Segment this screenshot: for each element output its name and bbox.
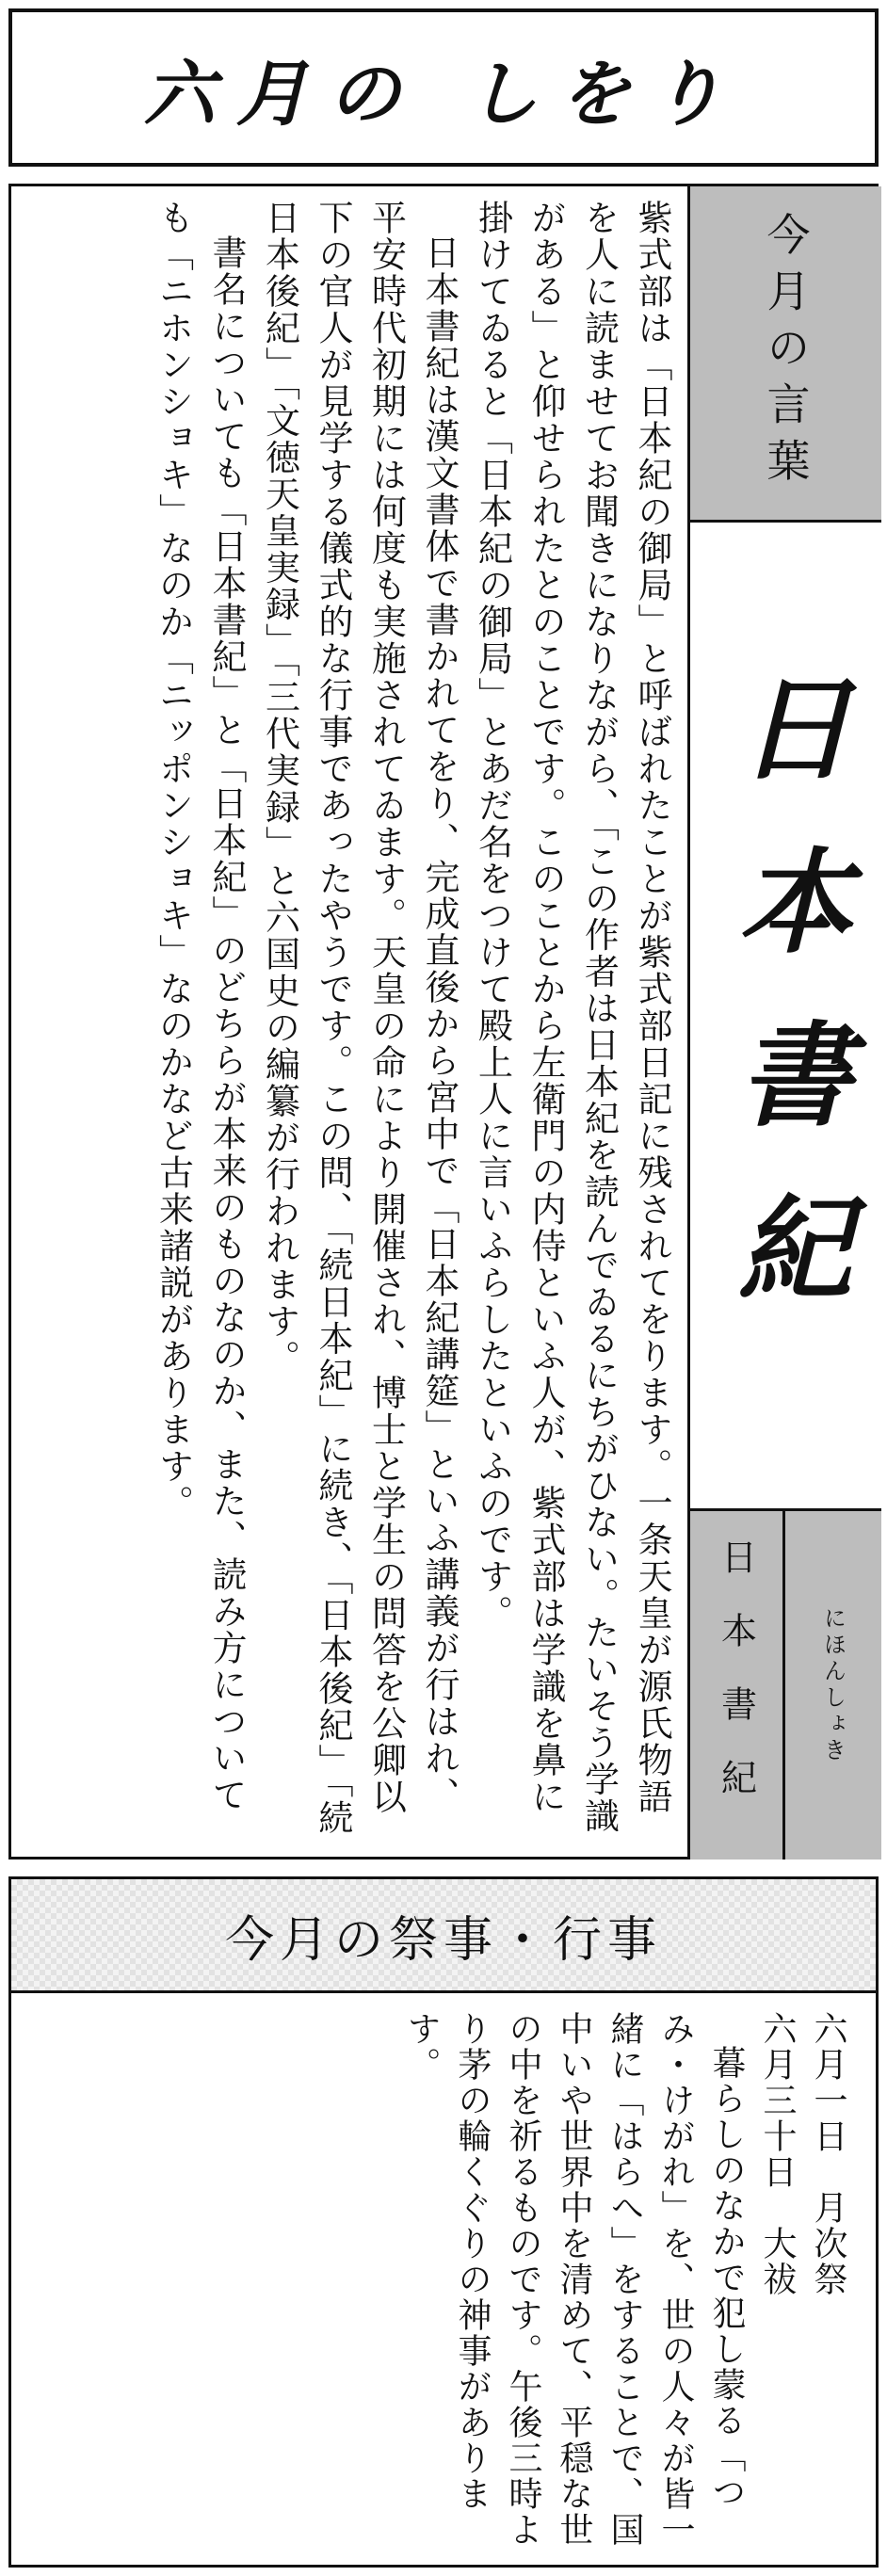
- featured-word: 日本書紀: [719, 668, 853, 1362]
- event-item-1: 六月一日 月次祭: [809, 2011, 847, 2297]
- section-label-cell: [690, 186, 881, 523]
- article-paragraph-1: 紫式部は「日本紀の御局」と呼ばれたことが紫式部日記に残されてをります。一条天皇が源氏物語を人に読ませてお聞きになりながら、「この作者は日本紀を読んでゐるにちがひない。たいそう学識がある」と仰せられたとのことです。このことから左衛門の内侍といふ人が、紫式部は学識を鼻に掛けてゐると「日本紀の御局」とあだ名をつけて殿上人に言いふらしたといふのです。: [472, 200, 672, 1835]
- article-paragraph-2: 日本書紀は漢文書体で書かれてをり、完成直後から宮中で「日本紀講筵」といふ講義が行はれ、平安時代初期には何度も実施されてゐます。天皇の命により開催され、博士と学生の問答を公卿以下の官人が見学する儀式的な行事であったやうです。この問、「続日本紀」に続き、「日本後紀」「続日本後紀」「文徳天皇実録」「三代実録」と六国史の編纂が行われます。: [259, 200, 460, 1837]
- article-paragraph-3: 書名についても「日本書紀」と「日本紀」のどちらが本来のものなのか、また、読み方についても「ニホンショキ」なのか「ニッポンショキ」なのかなど古来諸説があります。: [153, 200, 247, 1813]
- events-panel: [8, 1876, 879, 2568]
- word-reading: にほんしょき: [819, 1606, 847, 1764]
- page-title: 六月の しをり: [143, 51, 744, 136]
- event-item-2-heading: 六月三十日 大祓: [758, 2011, 797, 2297]
- article-text: [28, 200, 678, 1845]
- word-caption-cell: [690, 1508, 881, 1860]
- events-list: [269, 2011, 853, 2548]
- event-item-2-description: 暮らしのなかで犯し蒙る「つみ・けがれ」を、世の人々が皆一緒に「はらへ」をすることで、国中いや世界中を清めて、平穏な世の中を祈るものです。午後三時より茅の輪くぐりの神事がありま: [453, 2011, 746, 2548]
- events-header: [11, 1879, 876, 1993]
- section-label-line1: 今月の: [760, 212, 812, 381]
- section-label: [690, 186, 881, 520]
- events-title: 今月の祭事・行事: [224, 1911, 662, 1969]
- word-of-month-panel: [8, 184, 879, 1860]
- side-column: [687, 186, 881, 1857]
- header-banner: [8, 8, 879, 167]
- section-label-line2: 言葉: [760, 381, 812, 494]
- word-kanji: 日本書紀: [715, 1538, 757, 1832]
- featured-word-cell: [690, 523, 881, 1508]
- event-item-2-tail: す。: [402, 2011, 441, 2083]
